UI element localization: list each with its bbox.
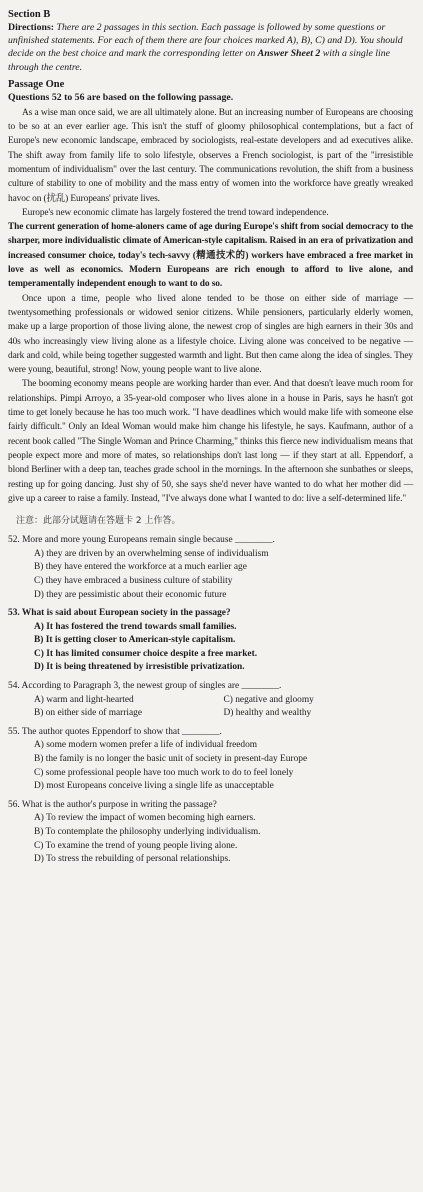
option-b: B) To contemplate the philosophy underlying individualism. xyxy=(34,827,261,837)
option-b: B) It is getting closer to American-style capitalism. xyxy=(34,635,236,646)
option-c: C) It has limited consumer choice despite a free market. xyxy=(34,648,258,659)
option-b: B) they have entered the workforce at a much earlier age xyxy=(34,562,247,573)
question-55 xyxy=(8,726,413,794)
option-a: A) some modern women prefer a life of individual freedom xyxy=(34,740,258,751)
question-stem: 52. More and more young Europeans remain single because ________. xyxy=(8,535,275,546)
paragraph-5: The booming economy means people are working harder than ever. And that doesn't leave much room for relationships. Pimpi Arroyo, a 35-year-old composer who lives alone in a house in Paris, says he hasn't got time to get lonely because he has too much work. "I have deadlines which would make life with someone else fairly difficult." Only an Ideal Woman would make him change his lifestyle, he says. Kaufmann, author of a recent book called "The Single Woman and Prince Charming," thinks this fierce new individualism means that people expect more and more of mates, so relationships don't last long — if they start at all. Eppendorf, a blond Berliner with a deep tan, teaches grade school in the mornings. In the afternoon she sunbathes or sleeps, resting up for going dancing. Just shy of 50, she says she'd never have wanted to do what her mother did — give up a career to raise a family. Instead, "I've always done what I wanted to do: live a self-determined life." xyxy=(8,379,413,504)
option-c: C) some professional people have too much work to do to feel lonely xyxy=(34,767,294,778)
option-a: A) To review the impact of women becoming high earners. xyxy=(34,813,256,824)
question-54 xyxy=(8,680,413,721)
question-stem: 54. According to Paragraph 3, the newest group of singles are ________. xyxy=(8,681,282,692)
options-row-1 xyxy=(8,694,413,708)
paragraph-1: As a wise man once said, we are all ultimately alone. But an increasing number of Europeans are choosing to be so at an ever earlier age. This isn't the stuff of gloomy philosophical contemplations, but a fact of Europe's new economic landscape, embraced by sociologists, real-estate developers and ad executives alike. The shift away from family life to solo lifestyle, observes a French sociologist, is part of the "irresistible momentum of individualism" over the last century. The communications revolution, the shift from a business culture of stability to one of mobility and the mass entry of women into the workforce have greatly wreaked havoc on (扰乱) Europeans' private lives. xyxy=(8,107,413,204)
section-title: Section B xyxy=(8,9,51,20)
paragraph-2: Europe's new economic climate has largely fostered the trend toward independence. xyxy=(22,207,329,218)
option-d: D) It is being threatened by irresistible privatization. xyxy=(34,662,245,673)
question-stem: 55. The author quotes Eppendorf to show that ________. xyxy=(8,726,222,737)
options-row-2 xyxy=(8,707,413,721)
option-a: A) warm and light-hearted xyxy=(34,694,134,705)
option-c: C) negative and gloomy xyxy=(223,694,314,705)
passage-title: Passage One xyxy=(8,78,65,90)
answer-sheet-note: 注意：此部分试题请在答题卡 2 上作答。 xyxy=(16,516,181,527)
directions-answer-sheet: Answer Sheet 2 xyxy=(257,48,321,60)
option-d: D) healthy and wealthy xyxy=(223,708,312,719)
option-d: D) they are pessimistic about their economic future xyxy=(34,589,227,600)
paragraph-4: Once upon a time, people who lived alone tended to be those on either side of marriage — twentysomething professionals or widowed senior citizens. While pensioners, particularly elderly women, make up a large proportion of those living alone, the newest crop of singles are high earners in their 30s and 40s who increasingly view living alone as a lifestyle choice. Living alone was conceived to be negative — dark and cold, while being together suggested warmth and light. But then came along the idea of singles. They were young, beautiful, strong! Now, young people want to live alone. xyxy=(8,293,413,376)
directions-label: Directions: xyxy=(8,22,55,33)
question-stem: 56. What is the author's purpose in writing the passage? xyxy=(8,799,217,810)
option-d: D) most Europeans conceive living a single life as unacceptable xyxy=(34,781,274,792)
directions-tail: with a single line through the centre. xyxy=(8,48,390,73)
option-c: C) they have embraced a business culture of stability xyxy=(34,575,233,586)
question-53 xyxy=(8,607,413,675)
question-52 xyxy=(8,534,413,602)
directions xyxy=(8,21,413,74)
question-56 xyxy=(8,799,413,867)
option-c: C) To examine the trend of young people living alone. xyxy=(34,840,238,851)
option-a: A) It has fostered the trend towards small families. xyxy=(34,621,237,632)
option-b: B) on either side of marriage xyxy=(34,708,143,719)
option-a: A) they are driven by an overwhelming sense of individualism xyxy=(34,548,269,559)
option-d: D) To stress the rebuilding of personal relationships. xyxy=(34,854,231,865)
paragraph-3: The current generation of home-aloners came of age during Europe's shift from social democracy to the sharper, more individualistic climate of American-style capitalism. Raised in an era of privatization and increased consumer choice, today's tech-savvy (精通技术的) workers have embraced a free market in love as well as economics. Modern Europeans are rich enough to afford to live alone, and temperamentally independent enough to want to do so. xyxy=(8,222,413,290)
directions-text: There are 2 passages in this section. Each passage is followed by some questions or unfinished statements. For each of them there are four choices marked A), B), C) and D). You should decide on the best choice and mark the corresponding letter on xyxy=(8,22,403,60)
questions-heading: Questions 52 to 56 are based on the following passage. xyxy=(8,91,234,103)
question-stem: 53. What is said about European society in the passage? xyxy=(8,608,231,619)
option-b: B) the family is no longer the basic unit of society in present-day Europe xyxy=(34,754,308,765)
